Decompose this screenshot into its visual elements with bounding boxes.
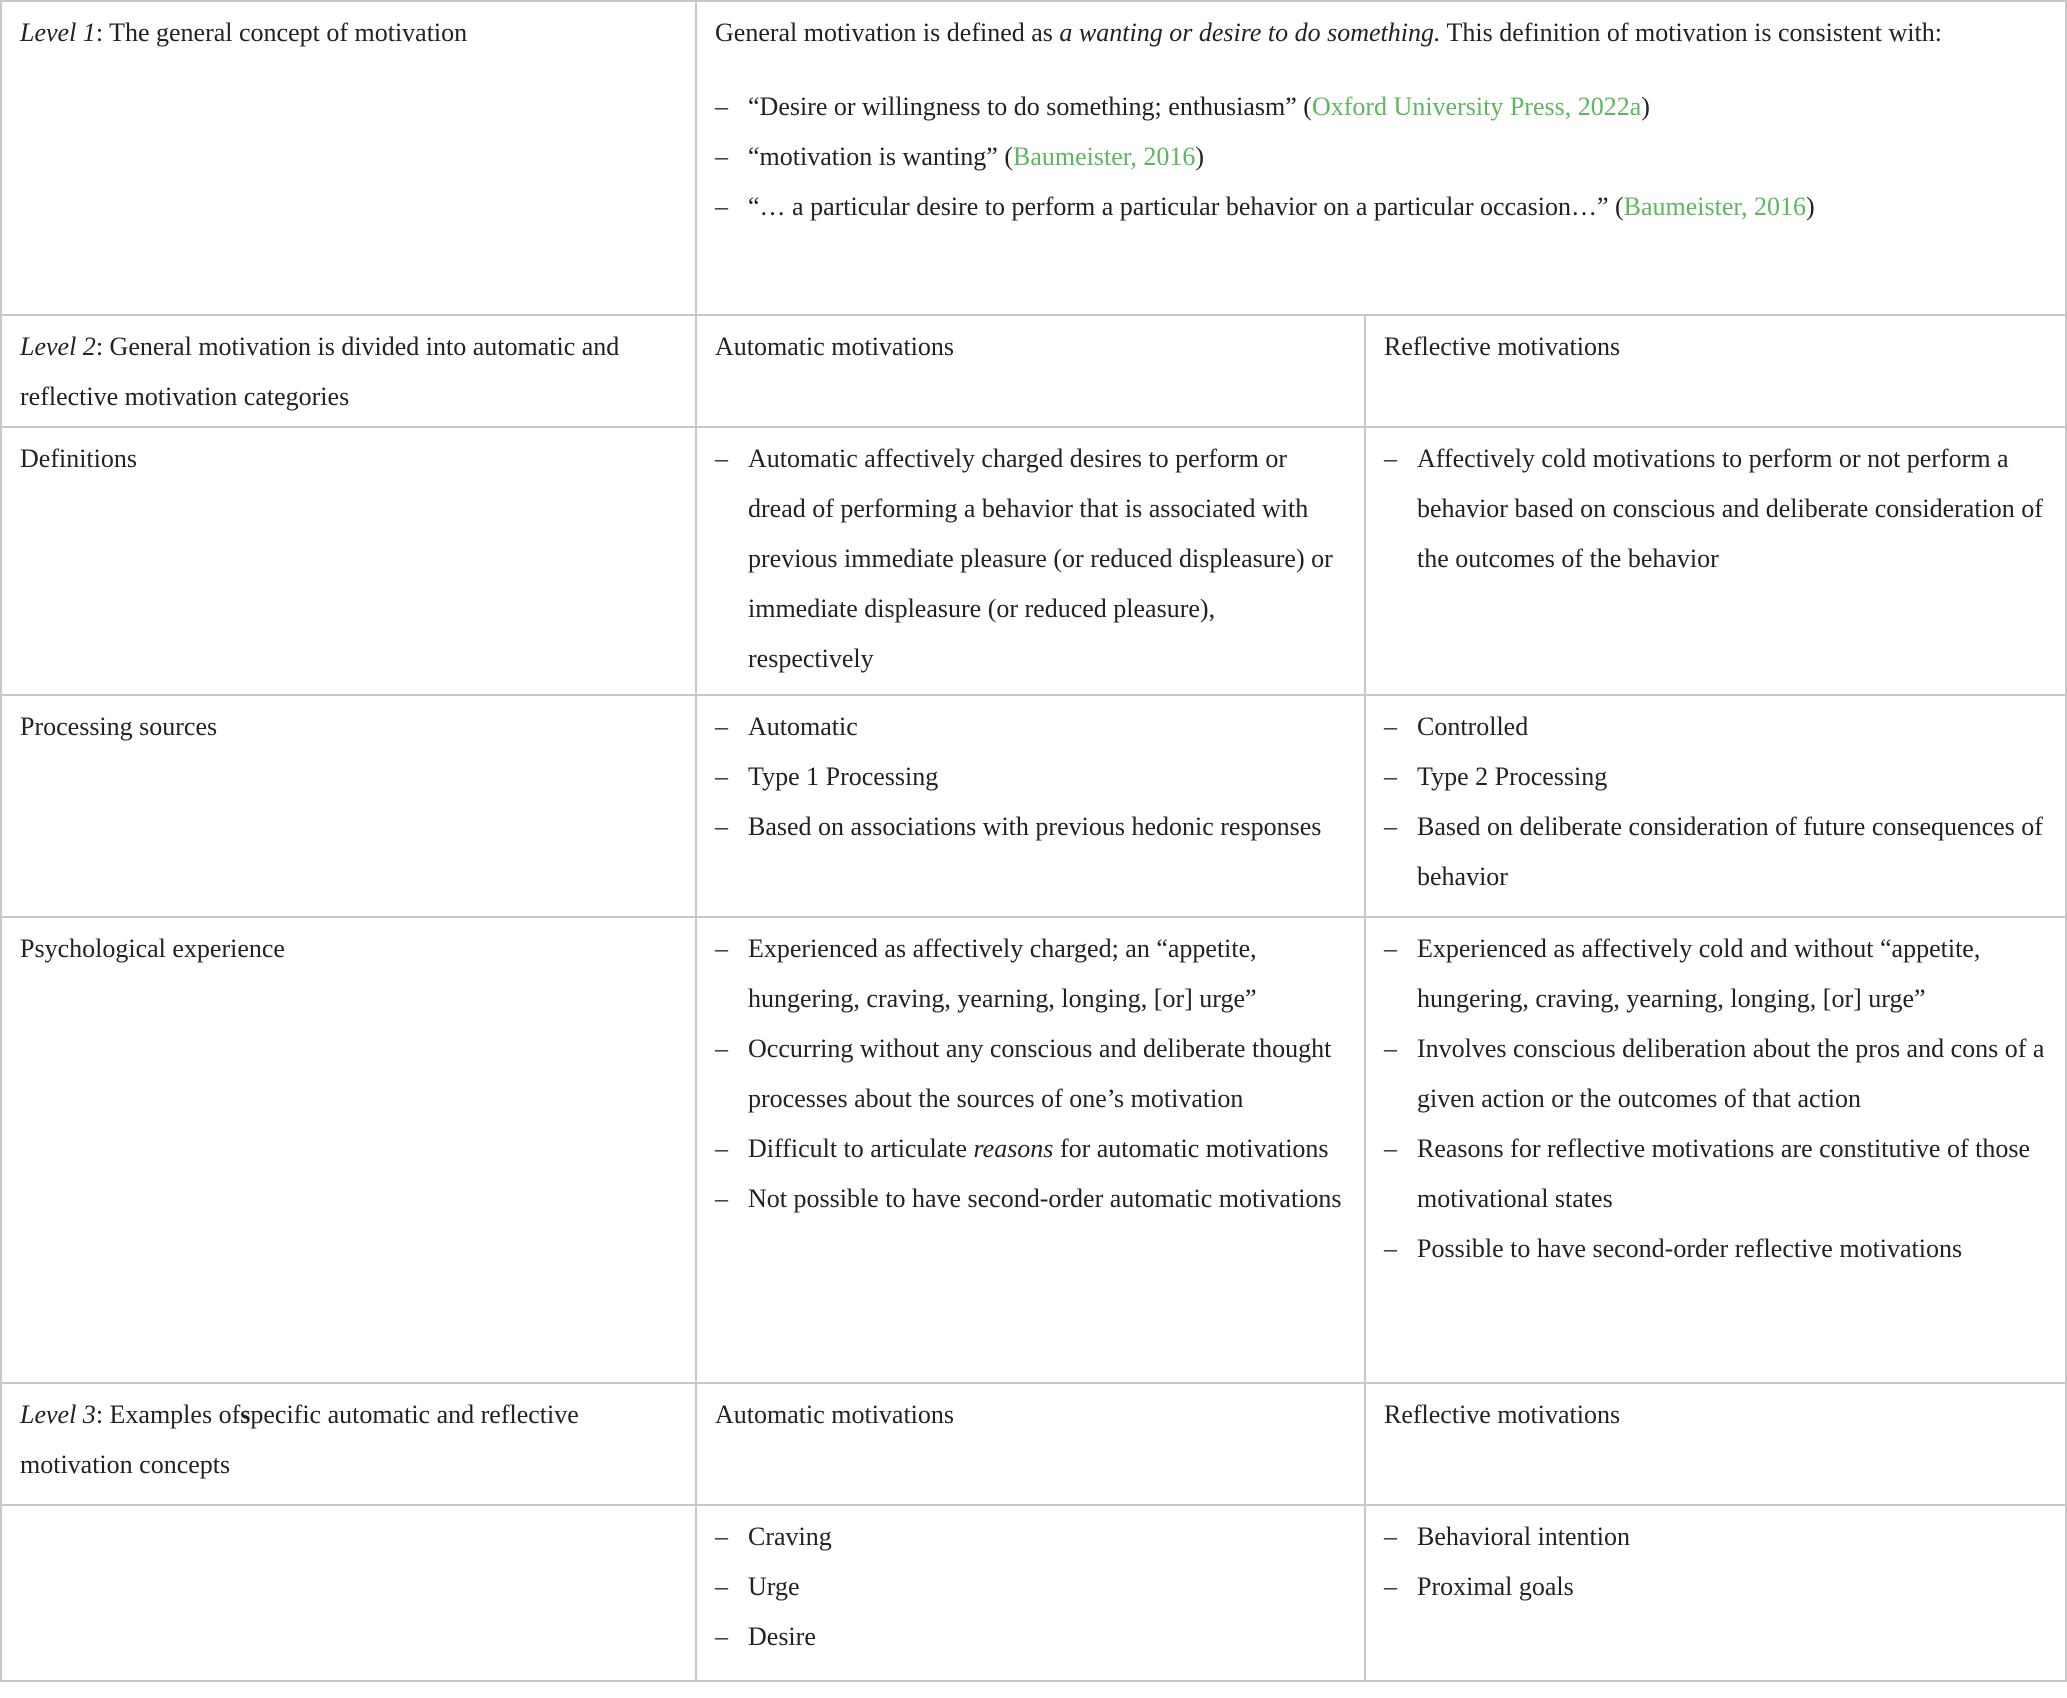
level1-definition [715,8,2025,58]
psych-automatic-list [715,924,1344,1224]
citation-link[interactable]: Oxford University Press, 2022a [1311,92,1642,121]
list-item: – Behavioral intention [1384,1512,2045,1562]
level1-label-cell [0,0,695,314]
citation-link[interactable]: Baumeister, 2016 [1623,192,1807,221]
level3-label-bold: s [240,1400,251,1429]
psych-reflective-cell [1364,916,2065,1382]
list-item: – Experienced as affectively cold and without “appetite, hungering, craving, yearning, longing, [or] urge” [1384,924,2053,1024]
automatic-motivations-heading: Automatic motivations [715,332,955,361]
list-item [715,82,2025,132]
psych-label: Psychological experience [20,934,285,963]
list-item: – Type 1 Processing [715,752,1344,802]
list-item: – Urge [715,1562,1344,1612]
level1-label-text: : The general concept of motivation [95,18,468,47]
quote-close: ) [1195,142,1205,171]
list-item: – Proximal goals [1384,1562,2045,1612]
quote-close: ) [1806,192,1815,221]
psych-reflective-list [1384,924,2053,1274]
table-border-bottom [0,1680,2067,1682]
list-item: – Involves conscious deliberation about the pros and cons of a given action or the outcomes of that action [1384,1024,2053,1124]
psych-label-cell [0,916,695,1382]
examples-label-cell [0,1504,695,1680]
processing-reflective-list [1384,702,2045,902]
level3-label-cell [0,1382,695,1504]
level3-label-italic: Level 3 [20,1400,96,1429]
reasons-pre: Difficult to articulate [748,1134,974,1163]
list-item: – Controlled [1384,702,2045,752]
list-item: – Desire [715,1612,1344,1662]
level1-definition-prefix: General motivation is defined as [715,18,1060,47]
processing-label-cell [0,694,695,916]
quote-text: “Desire or willingness to do something; enthusiasm” ( [748,92,1312,121]
definitions-automatic-cell [695,426,1364,694]
list-item: – Possible to have second-order reflective motivations [1384,1224,2053,1274]
reasons-italic: reasons [973,1134,1054,1163]
psych-automatic-cell [695,916,1364,1382]
processing-label: Processing sources [20,712,218,741]
processing-automatic-cell [695,694,1364,916]
level1-definition-suffix: This definition of motivation is consistent with: [1440,18,1942,47]
list-item [715,182,2025,232]
level2-label-italic: Level 2 [20,332,96,361]
level3-label-post: pecific automatic and reflective motivation concepts [20,1400,579,1479]
automatic-motivations-heading: Automatic motivations [715,1400,955,1429]
list-item: – Craving [715,1512,1344,1562]
quote-text: “… a particular desire to perform a particular behavior on a particular occasion…” ( [748,192,1624,221]
list-item: – Based on deliberate consideration of future consequences of behavior [1384,802,2045,902]
examples-automatic-cell [695,1504,1364,1680]
list-item: – Based on associations with previous hedonic responses [715,802,1344,852]
definitions-reflective-cell [1364,426,2065,694]
examples-reflective-list [1384,1512,2045,1612]
quote-text: “motivation is wanting” ( [748,142,1014,171]
list-item: – Not possible to have second-order automatic motivations [715,1174,1344,1224]
reflective-motivations-heading: Reflective motivations [1384,332,1621,361]
examples-reflective-cell [1364,1504,2065,1680]
list-item: – Type 2 Processing [1384,752,2045,802]
level1-definition-italic: a wanting or desire to do something. [1059,18,1441,47]
level1-definition-cell [695,0,2065,314]
list-item: – Affectively cold motivations to perform or not perform a behavior based on conscious and deliberate consideration of the outcomes of the behavior [1384,434,2053,584]
level3-label-pre: : Examples of [95,1400,241,1429]
quote-close: ) [1641,92,1650,121]
list-item: – Experienced as affectively charged; an “appetite, hungering, craving, yearning, longing, [or] urge” [715,924,1344,1024]
list-item [715,1124,1344,1174]
citation-link[interactable]: Baumeister, 2016 [1013,142,1196,171]
reasons-post: for automatic motivations [1053,1134,1329,1163]
list-item: – Automatic affectively charged desires to perform or dread of performing a behavior that is associated with previous immediate pleasure (or reduced displeasure) or immediate displeasure (or reduced pleasure), respectively [715,434,1344,684]
definitions-label-cell [0,426,695,694]
processing-reflective-cell [1364,694,2065,916]
reflective-motivations-heading: Reflective motivations [1384,1400,1621,1429]
list-item [715,132,2025,182]
level2-label-cell [0,314,695,426]
level1-label-italic: Level 1 [20,18,96,47]
level3-reflective-header [1364,1382,2065,1504]
processing-automatic-list [715,702,1344,852]
definitions-reflective-list [1384,434,2053,584]
definitions-automatic-list [715,434,1344,684]
definitions-label: Definitions [20,444,137,473]
list-item: – Automatic [715,702,1344,752]
level1-quote-list [715,82,2025,232]
list-item: – Occurring without any conscious and deliberate thought processes about the sources of one’s motivation [715,1024,1344,1124]
list-item: – Reasons for reflective motivations are constitutive of those motivational states [1384,1124,2053,1224]
level2-reflective-header [1364,314,2065,426]
examples-automatic-list [715,1512,1344,1662]
level3-automatic-header [695,1382,1364,1504]
level2-automatic-header [695,314,1364,426]
level2-label-text: : General motivation is divided into automatic and reflective motivation categories [20,332,620,411]
